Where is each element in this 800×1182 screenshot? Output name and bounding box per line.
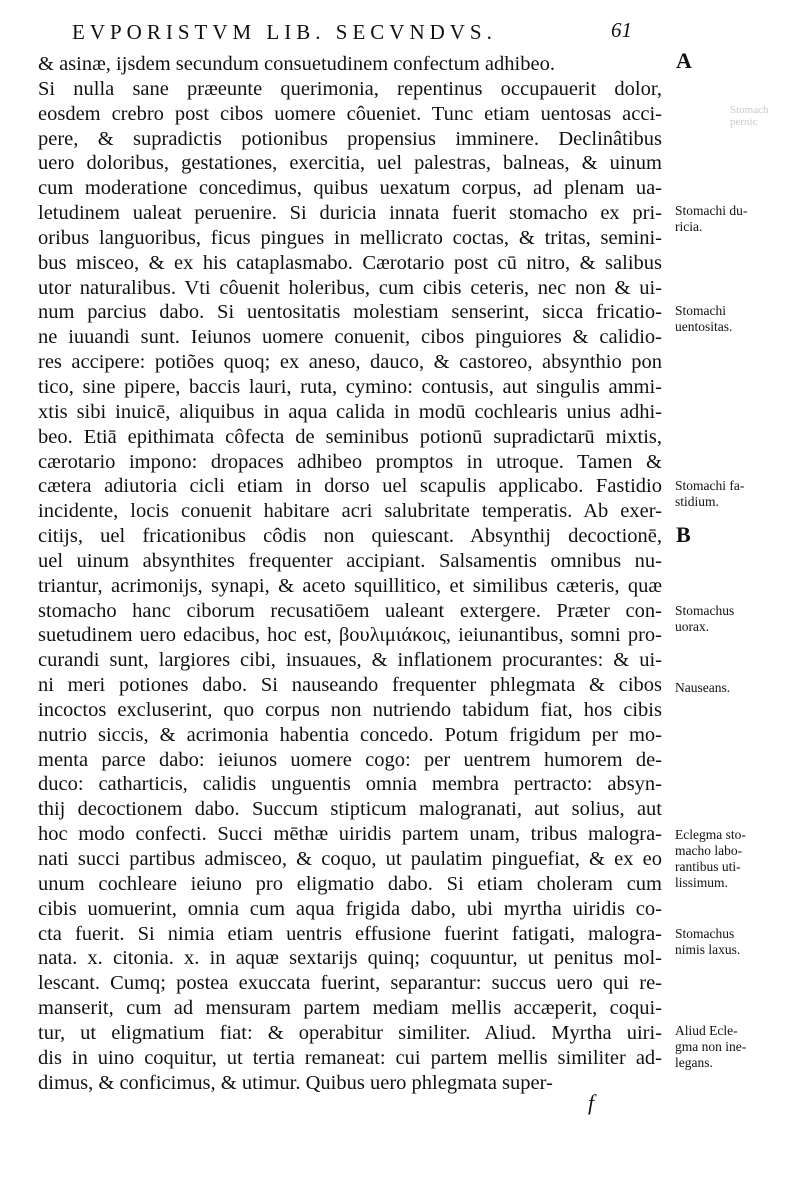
text-line: letudinem ualeat peruenire. Si duricia innata fuerit stomacho ex pri- <box>38 202 662 225</box>
text-line: Si nulla sane præeunte querimonia, repentinus occupauerit dolor, <box>38 77 662 100</box>
text-line: hoc modo confecti. Succi mēthæ uiridis partem unam, tribus malogra- <box>38 823 662 846</box>
side-note-line: Stomachi fa- <box>675 478 745 493</box>
text-line: uel uinum absynthites frequenter accipiant. Salsamentis omnibus nu- <box>38 549 662 572</box>
side-note-eclegma <box>675 827 795 891</box>
text-line: tico, sine pipere, baccis lauri, ruta, cymino: contusis, aut singulis ammi- <box>38 375 662 398</box>
text-line: incidente, locis conuenit habitare acri salubritate temperatis. Ab exer- <box>38 500 662 523</box>
text-line: pere, & supradictis potionibus propensius imminere. Declinâtibus <box>38 127 662 150</box>
text-line: ni meri potiones dabo. Si nauseando frequenter phlegmata & cibos <box>38 674 662 697</box>
side-note-line: Eclegma sto- <box>675 827 746 842</box>
text-line: triantur, acrimonijs, synapi, & aceto squillitico, et similibus cæteris, quæ <box>38 574 662 597</box>
text-line: menta parce dabo: ieiunos uomere cogo: per uentrem humorem de- <box>38 748 662 771</box>
text-line: utor naturalibus. Vti côuenit holeribus, cum cibis ceteris, nec non & ui- <box>38 276 662 299</box>
text-line: dis in uino coquitur, ut tertia remaneat: cui partem mellis similiter ad- <box>38 1046 662 1069</box>
side-note-line: gma non ine- <box>675 1039 747 1054</box>
text-line: manserit, cum ad mensuram partem mediam mellis accæperit, coqui- <box>38 997 662 1020</box>
text-line: num parcius dabo. Si uentositatis molestiam senserint, sicca fricatio- <box>38 301 662 324</box>
text-line: unum cochleare ieiuno pro eligmatio dabo. Si etiam choleram cum <box>38 872 662 895</box>
side-note-line: legans. <box>675 1055 713 1070</box>
side-note-duricia <box>675 203 795 235</box>
side-note-line: stidium. <box>675 494 719 509</box>
text-line: oribus languoribus, ficus pingues in mellicrato coctas, & tritas, semini- <box>38 226 662 249</box>
side-note-line: Stomachi du- <box>675 203 748 218</box>
text-line: tur, ut eligmatium fiat: & operabitur similiter. Aliud. Myrtha uiri- <box>38 1021 662 1044</box>
text-line: cibis uomuerint, omnia cum aqua frigida dabo, ubi myrtha uiridis co- <box>38 897 662 920</box>
side-note-line: Nauseans. <box>675 680 731 695</box>
text-line: nati succi partibus admisceo, & coquo, ut paulatim pinguefiat, & ex eo <box>38 848 662 870</box>
text-line: duco: catharticis, calidis unguentis omnia membra pertracto: absyn- <box>38 773 662 796</box>
side-note-line: lissimum. <box>675 875 728 890</box>
text-line: nutrio siccis, & acrimonia habentia concedo. Potum frigidum per mo- <box>38 723 662 746</box>
side-note-line: uorax. <box>675 619 710 634</box>
text-line: cætera adiutoria cicli etiam in dorso uel scapulis applicabo. Fastidio <box>38 475 662 498</box>
text-line: eosdem crebro post cibos uomere côueniet. Tunc etiam uentosas acci- <box>38 102 662 125</box>
side-note-line: nimis laxus. <box>675 942 741 957</box>
side-note-uorax <box>675 603 795 635</box>
side-note-uentositas <box>675 303 795 335</box>
text-line: uero doloribus, gestationes, exercitia, uel palestras, balneas, & uinum <box>38 152 662 175</box>
section-letter-a: A <box>676 48 692 73</box>
text-line: ne iuuandi sunt. Ieiunos uomere conuenit, cibos pinguiores & calidio- <box>38 326 662 349</box>
side-note-line: Stomachi <box>675 303 726 318</box>
side-note-line: uentositas. <box>675 319 733 334</box>
text-line: cærotario impono: dropaces adhibeo promptos in utroque. Tamen & <box>38 450 662 473</box>
text-line: xtis sibi inuicē, aliquibus in aqua calida in modū cochlearis unius adhi- <box>38 400 662 423</box>
text-line: incoctos excluserint, quo corpus non nutriendo tabidum fiat, hos cibis <box>38 698 662 721</box>
side-note-line: Stomachus <box>675 603 735 618</box>
text-line: stomacho hanc ciborum recusatiōem ualeant extergere. Præter con- <box>38 599 662 622</box>
main-text-block <box>38 52 662 1095</box>
text-line: cta fuerit. Si nimia etiam uentris effusione fuerint fatigati, malogra- <box>38 922 662 945</box>
side-note-nauseans <box>675 680 795 696</box>
bleed-through-line: Stomach <box>730 104 769 116</box>
side-note-fastidium <box>675 478 795 510</box>
folio-number: 61 <box>611 18 632 42</box>
text-line: bus misceo, & ex his cataplasmabo. Cærotario post cū nitro, & salibus <box>38 251 662 274</box>
side-note-line: rantibus uti- <box>675 859 741 874</box>
text-line: & asinæ, ijsdem secundum consuetudinem confectum adhibeo. <box>38 53 555 75</box>
side-note-line: macho labo- <box>675 843 743 858</box>
text-line: curandi sunt, largiores cibi, insuaues, & inflationem procurantes: & ui- <box>38 649 662 672</box>
catchword: f <box>588 1090 595 1115</box>
text-line: suetudinem uero edacibus, hoc est, βουλιμιάκοις, ieiunantibus, somni pro- <box>38 624 662 647</box>
section-letter-b: B <box>676 522 691 547</box>
text-line: nata. x. citonia. x. in aquæ sextarijs quinq; coquuntur, ut penitus mol- <box>38 947 662 970</box>
running-header <box>72 20 632 45</box>
text-line: dimus, & conficimus, & utimur. Quibus uero phlegmata super- <box>38 1071 553 1094</box>
text-line: beo. Etiā epithimata côfecta de seminibus potionū supradictarū mixtis, <box>38 425 662 448</box>
side-note-line: Aliud Ecle- <box>675 1023 738 1038</box>
side-note-aliud <box>675 1023 795 1071</box>
text-line: cum moderatione concedimus, quibus uexatum corpus, ad plenam ua- <box>38 177 662 200</box>
side-note-laxus <box>675 926 795 958</box>
bleed-through-text <box>730 104 800 128</box>
text-line: citijs, uel fricationibus côdis non quiescant. Absynthij decoctionē, <box>38 525 662 548</box>
text-line: res accipere: potiões quoq; ex aneso, dauco, & castoreo, absynthio pon <box>38 351 662 374</box>
bleed-through-line: pernic <box>730 116 758 128</box>
side-note-line: Stomachus <box>675 926 735 941</box>
text-line: lescant. Cumq; postea exuccata fuerint, separantur: succus uero qui re- <box>38 972 662 995</box>
text-line: thij decoctionem dabo. Succum stipticum malogranati, aut solius, aut <box>38 798 662 821</box>
side-note-line: ricia. <box>675 219 703 234</box>
running-title: EVPORISTVM LIB. SECVNDVS. <box>72 20 497 44</box>
